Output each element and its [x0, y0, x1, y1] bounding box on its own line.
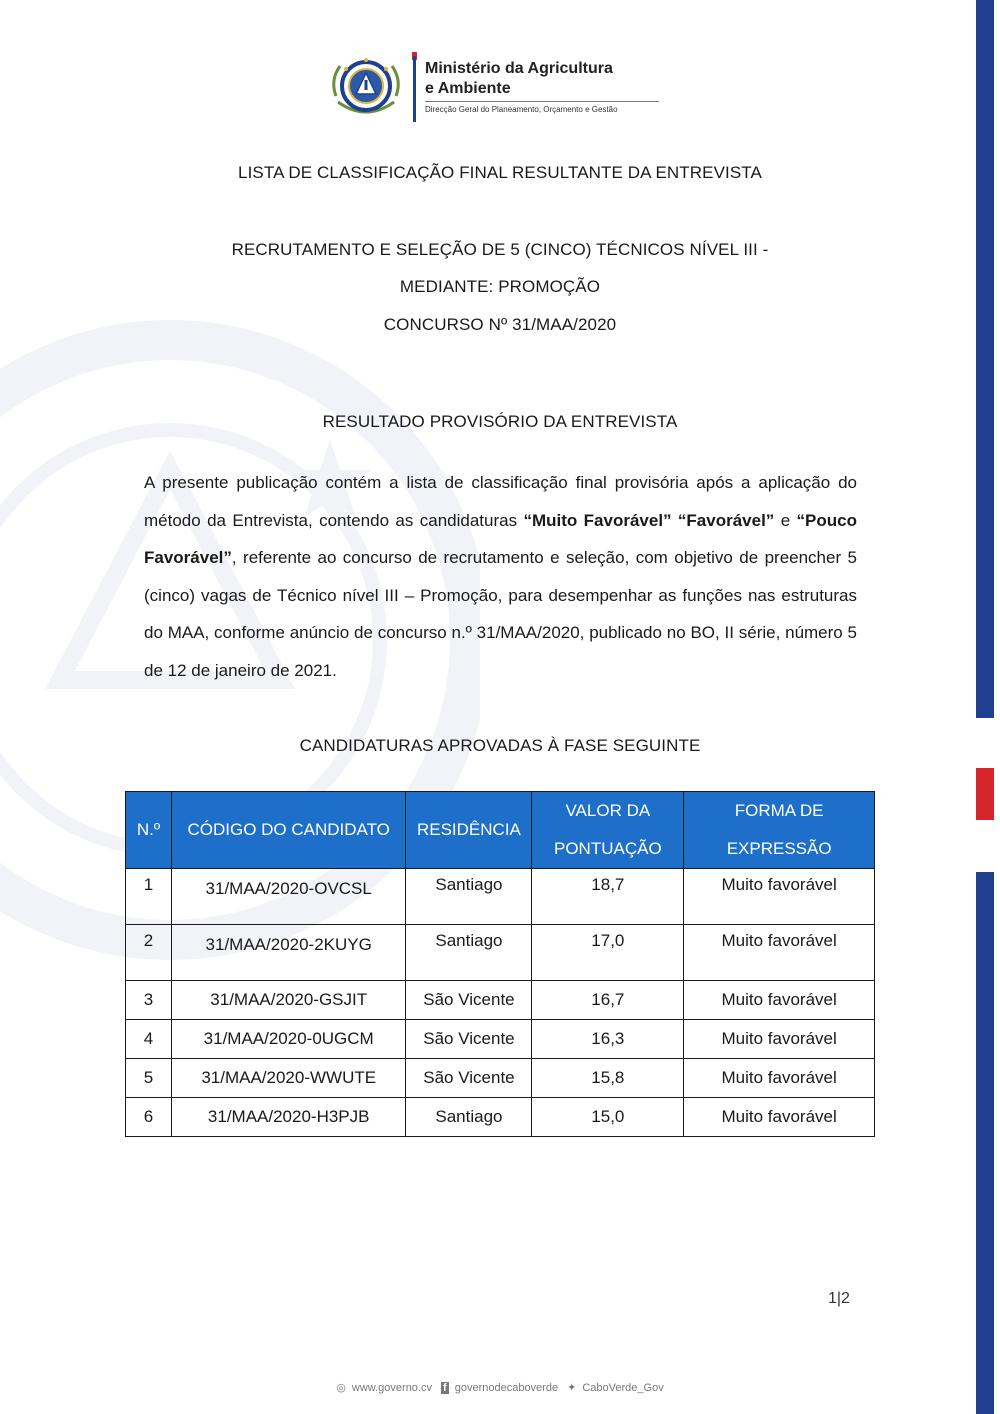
ministry-name-line2: e Ambiente	[425, 80, 511, 97]
edge-bar-red	[976, 768, 994, 820]
cell-form: Muito favorável	[684, 1098, 875, 1137]
globe-icon: ◎	[336, 1382, 346, 1394]
intro-paragraph	[144, 464, 857, 690]
facebook-icon: f	[443, 1382, 447, 1394]
cell-number: 4	[126, 1020, 172, 1059]
cell-code: 31/MAA/2020-0UGCM	[171, 1020, 406, 1059]
header-score-line2: PONTUAÇÃO	[553, 839, 662, 858]
list-title: LISTA DE CLASSIFICAÇÃO FINAL RESULTANTE DA ENTREVISTA	[238, 163, 762, 182]
cell-number: 3	[126, 981, 172, 1020]
header-score-line1: VALOR DA	[565, 801, 651, 820]
cell-form: Muito favorável	[684, 869, 875, 925]
table-row	[126, 869, 875, 925]
twitter-link[interactable]: CaboVerde_Gov	[582, 1382, 664, 1394]
facebook-link[interactable]: governodecaboverde	[454, 1382, 559, 1394]
website-link[interactable]: www.governo.cv	[351, 1382, 432, 1394]
twitter-icon: ✦	[567, 1382, 577, 1394]
ministry-logo	[326, 50, 686, 124]
coat-of-arms-icon	[326, 52, 406, 122]
cell-residence: São Vicente	[406, 1020, 532, 1059]
cell-score: 15,0	[532, 1098, 684, 1137]
paragraph-text: , referente ao concurso de recrutamento e seleção, com objetivo de preencher 5 (cinco) vagas de Técnico nível III – Promoção, para desempenhar as funções nas estruturas do MAA, conforme anúncio de concurso n.º 31/MAA/2020, publicado no BO, II série, número 5 de 12 de janeiro de 2021.	[144, 548, 857, 680]
header-form-line1: FORMA DE	[734, 801, 824, 820]
ministry-name: Ministério da Agricultura	[425, 60, 613, 77]
cell-form: Muito favorável	[684, 981, 875, 1020]
table-row	[126, 1098, 875, 1137]
cell-form: Muito favorável	[684, 1059, 875, 1098]
cell-code: 31/MAA/2020-OVCSL	[171, 869, 406, 925]
cell-form: Muito favorável	[684, 925, 875, 981]
header-number: N.º	[126, 792, 172, 869]
cell-residence: São Vicente	[406, 1059, 532, 1098]
approved-title: CANDIDATURAS APROVADAS À FASE SEGUINTE	[299, 736, 701, 755]
cell-residence: Santiago	[406, 1098, 532, 1137]
logo-underline	[425, 101, 659, 102]
table-row	[126, 1059, 875, 1098]
direction-name: Direcção Geral do Planeamento, Orçamento e Gestão	[425, 105, 618, 114]
cell-residence: Santiago	[406, 925, 532, 981]
paragraph-emphasis: “Pouco Favorável”	[144, 510, 857, 568]
cell-code: 31/MAA/2020-2KUYG	[171, 925, 406, 981]
header-residence: RESIDÊNCIA	[406, 792, 532, 869]
table-row	[126, 1020, 875, 1059]
header-code: CÓDIGO DO CANDIDATO	[171, 792, 406, 869]
cell-score: 16,3	[532, 1020, 684, 1059]
contest-number: CONCURSO Nº 31/MAA/2020	[383, 315, 617, 334]
cell-residence: São Vicente	[406, 981, 532, 1020]
edge-bar-blue-bottom	[976, 872, 994, 1414]
page-number: 1|2	[828, 1290, 850, 1307]
cell-score: 16,7	[532, 981, 684, 1020]
recruitment-title-line2: MEDIANTE: PROMOÇÃO	[399, 277, 601, 296]
recruitment-title-line1: RECRUTAMENTO E SELEÇÃO DE 5 (CINCO) TÉCNICOS NÍVEL III -	[231, 240, 769, 259]
results-table	[125, 791, 875, 1137]
table-header-row	[126, 792, 875, 869]
logo-divider	[413, 56, 416, 122]
table-row	[126, 981, 875, 1020]
edge-bar-blue-top	[976, 0, 994, 718]
header-form-line2: EXPRESSÃO	[726, 839, 832, 858]
cell-score: 18,7	[532, 869, 684, 925]
paragraph-text: A presente publicação contém a lista de classificação final provisória após a aplicação do método da Entrevista, contendo as candidaturas	[144, 473, 857, 530]
paragraph-emphasis: “Muito Favorável” “Favorável”	[523, 510, 775, 530]
cell-score: 17,0	[532, 925, 684, 981]
cell-number: 5	[126, 1059, 172, 1098]
footer	[0, 1381, 1000, 1394]
cell-number: 6	[126, 1098, 172, 1137]
paragraph-text: e	[774, 510, 797, 530]
header-form	[684, 792, 875, 869]
cell-number: 1	[126, 869, 172, 925]
result-title: RESULTADO PROVISÓRIO DA ENTREVISTA	[322, 412, 678, 431]
table-row	[126, 925, 875, 981]
cell-code: 31/MAA/2020-WWUTE	[171, 1059, 406, 1098]
header-score	[532, 792, 684, 869]
cell-code: 31/MAA/2020-H3PJB	[171, 1098, 406, 1137]
cell-number: 2	[126, 925, 172, 981]
cell-form: Muito favorável	[684, 1020, 875, 1059]
cell-code: 31/MAA/2020-GSJIT	[171, 981, 406, 1020]
cell-residence: Santiago	[406, 869, 532, 925]
cell-score: 15,8	[532, 1059, 684, 1098]
